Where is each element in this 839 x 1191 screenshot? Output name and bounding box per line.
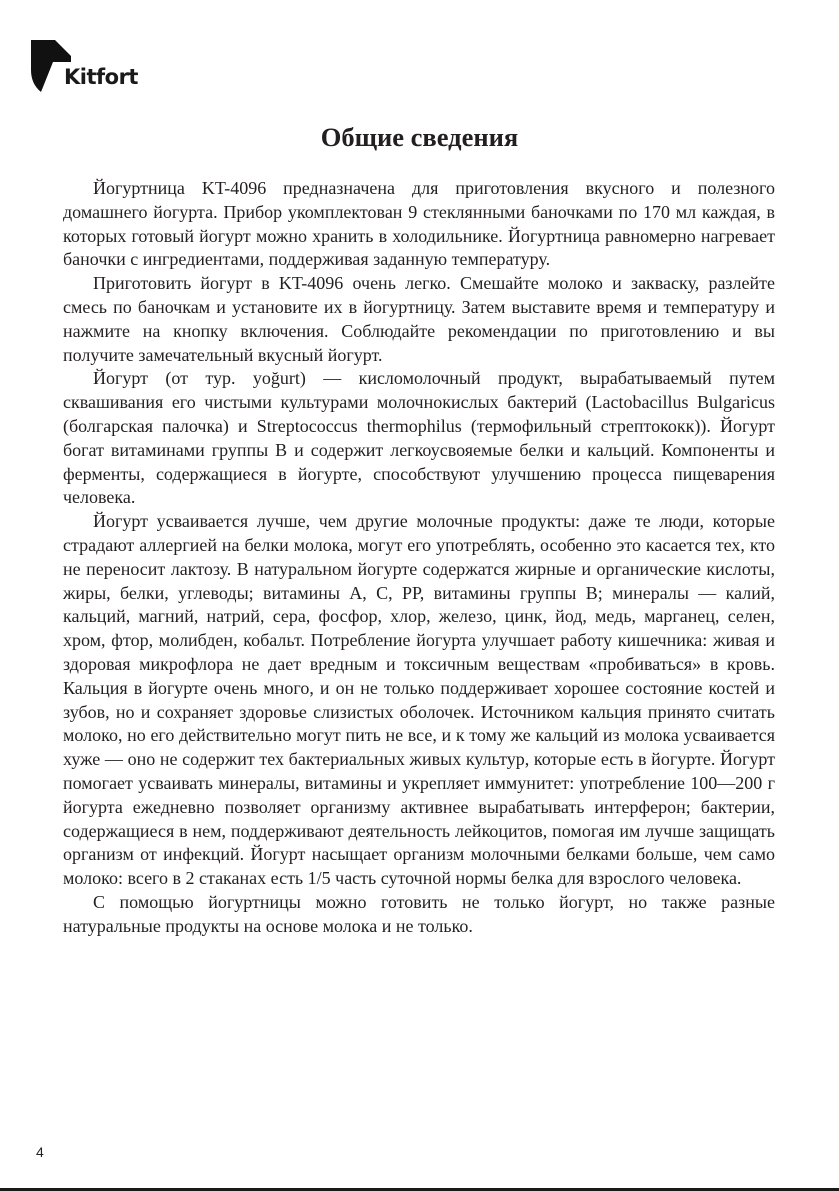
- paragraph-3: Йогурт (от тур. yoğurt) — кисломолочный продукт, вырабатываемый путем сквашивания его чистыми культурами молочнокислых бактерий (Lactobacillus Bulgaricus (болгарская палочка) и Streptococcus thermophilus (термофильный стрептококк)). Йогурт богат витаминами группы В и содержит легкоусвояемые белки и кальций. Компоненты и ферменты, содержащиеся в йогурте, способствуют улучшению процесса пищеварения человека.: [63, 368, 775, 508]
- body-text: [63, 177, 775, 939]
- paragraph-2: Приготовить йогурт в KT-4096 очень легко. Смешайте молоко и закваску, разлейте смесь по баночкам и установите их в йогуртницу. Затем выставите время и температуру и нажмите на кнопку включения. Соблюдайте рекомендации по приготовлению и вы получите замечательный вкусный йогурт.: [63, 273, 775, 365]
- page-title: Общие сведения: [320, 122, 519, 152]
- brand-logo: [31, 40, 141, 96]
- brand-name: Kitfort: [64, 65, 138, 89]
- page-number: 4: [36, 1144, 44, 1160]
- paragraph-4: Йогурт усваивается лучше, чем другие молочные продукты: даже те люди, которые страдают аллергией на белки молока, могут его употреблять, особенно это касается тех, кто не переносит лактозу. В натуральном йогурте содержатся жирные и органические кислоты, жиры, белки, углеводы; витамины А, С, РР, витамины группы В; минералы — калий, кальций, магний, натрий, сера, фосфор, хлор, железо, цинк, йод, медь, марганец, селен, хром, фтор, молибден, кобальт. Потребление йогурта улучшает работу кишечника: живая и здоровая микрофлора не дает вредным и токсичным веществам «пробиваться» в кровь. Кальция в йогурте очень много, и он не только поддерживает хорошее состояние костей и зубов, но и сохраняет здоровье слизистых оболочек. Источником кальция принято считать молоко, но его действительно могут пить не все, и к тому же кальций из молока усваивается хуже — оно не содержит тех бактериальных живых культур, которые есть в йогурте. Йогурт помогает усваивать минералы, витамины и укрепляет иммунитет: употребление 100—200 г йогурта ежедневно позволяет организму активнее вырабатывать интерферон; бактерии, содержащиеся в нем, поддерживают деятельность лейкоцитов, помогая им лучше защищать организм от инфекций. Йогурт насыщает организм молочными белками больше, чем само молоко: всего в 2 стаканах есть 1/5 часть суточной нормы белка для взрослого человека.: [63, 511, 775, 889]
- paragraph-5: С помощью йогуртницы можно готовить не только йогурт, но также разные натуральные продукты на основе молока и не только.: [63, 891, 775, 936]
- paragraph-1: Йогуртница KT-4096 предназначена для приготовления вкусного и полезного домашнего йогурта. Прибор укомплектован 9 стеклянными баночками по 170 мл каждая, в которых готовый йогурт можно хранить в холодильнике. Йогуртница равномерно нагревает баночки с ингредиентами, поддерживая заданную температуру.: [63, 178, 775, 270]
